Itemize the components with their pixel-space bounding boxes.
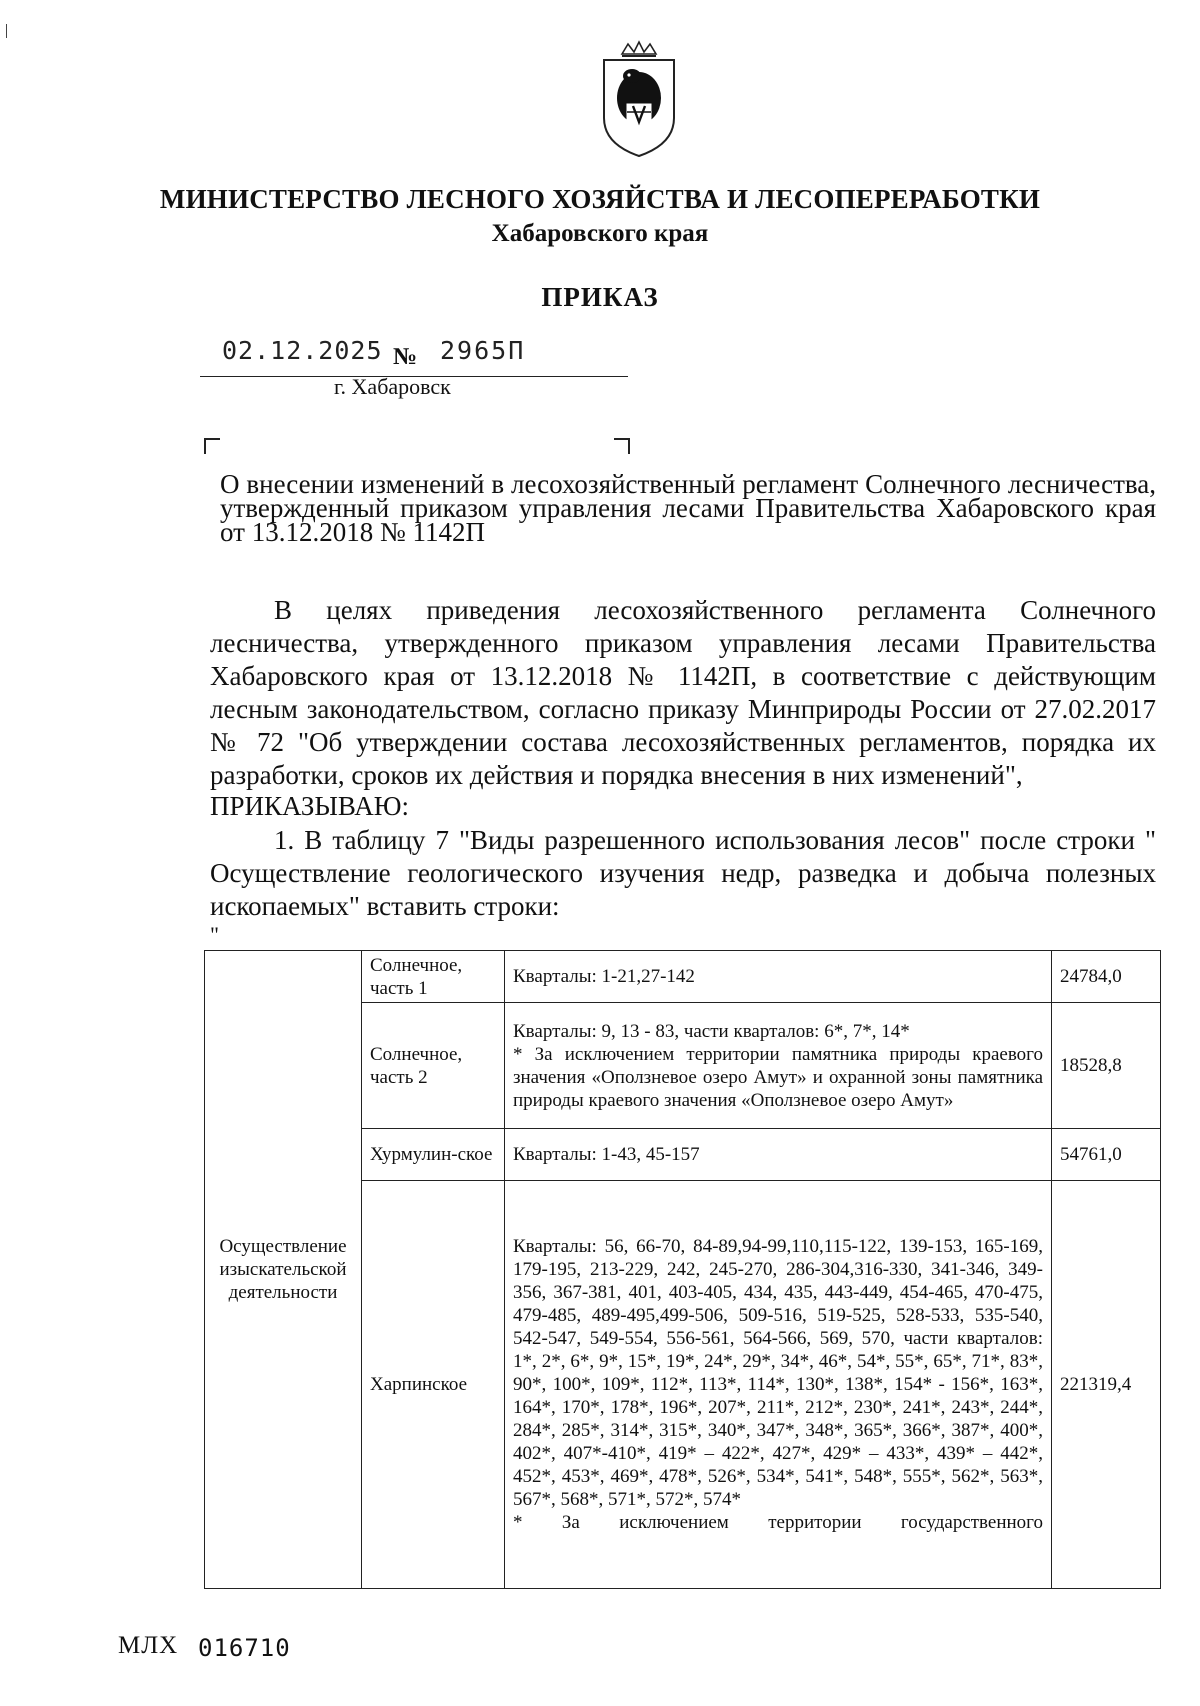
forest-use-table <box>204 950 1161 1589</box>
subject-corner-left <box>204 438 220 454</box>
forestry-part-cell: Харпинское <box>362 1181 505 1589</box>
ministry-region: Хабаровского края <box>491 220 709 247</box>
order-word: ПРИКАЗЫВАЮ: <box>210 791 409 821</box>
quarters-cell: Кварталы: 1-21,27-142 <box>505 951 1052 1003</box>
document-type: ПРИКАЗ <box>541 282 659 312</box>
coat-of-arms-emblem <box>598 40 680 160</box>
city-label: г. Хабаровск <box>334 374 451 399</box>
item-1-paragraph: 1. В таблицу 7 "Виды разрешенного использования лесов" после строки " Осуществление геологического изучения недр, разведка и добыча полезных ископаемых" вставить строки: <box>210 825 1156 921</box>
order-subject: О внесении изменений в лесохозяйственный регламент Солнечного лесничества, утвержденный приказом управления лесами Правительства Хабаровского края от 13.12.2018 № 1142П <box>220 469 1156 547</box>
subject-corner-right <box>614 438 630 454</box>
area-cell: 18528,8 <box>1052 1003 1161 1129</box>
quarters-note: * За исключением территории государственного <box>513 1512 1043 1533</box>
area-cell: 54761,0 <box>1052 1129 1161 1181</box>
quarters-text: Кварталы: 56, 66-70, 84-89,94-99,110,115-122, 139-153, 165-169, 179-195, 213-229, 242, 245-270, 286-304,316-330, 341-346, 349-356, 367-381, 401, 403-405, 434, 435, 443-449, 454-465, 470-475, 479-485, 489-495,499-506, 509-516, 519-525, 528-533, 535-540, 542-547, 549-554, 556-561, 564-566, 569, 570, части кварталов: 1*, 2*, 6*, 9*, 15*, 19*, 24*, 29*, 34*, 46*, 54*, 55*, 65*, 71*, 83*, 90*, 100*, 109*, 112*, 113*, 114*, 130*, 138*, 154* - 156*, 163*, 164*, 170*, 178*, 196*, 207*, 211*, 212*, 230*, 241*, 243*, 244*, 284*, 285*, 314*, 315*, 340*, 347*, 348*, 365*, 366*, 387*, 400*, 402*, 407*-410*, 419* – 422*, 427*, 429* – 433*, 439* – 442*, 452*, 453*, 469*, 478*, 526*, 534*, 541*, 548*, 555*, 562*, 563*, 567*, 568*, 571*, 572*, 574* <box>513 1236 1043 1510</box>
quarters-cell: Кварталы: 1-43, 45-157 <box>505 1129 1052 1181</box>
table-row <box>205 951 1161 1003</box>
forestry-part-cell: Солнечное, часть 2 <box>362 1003 505 1129</box>
order-number: 2965П <box>440 336 526 365</box>
area-cell: 221319,4 <box>1052 1181 1161 1589</box>
forestry-part-cell: Солнечное, часть 1 <box>362 951 505 1003</box>
form-series: МЛХ <box>118 1632 179 1659</box>
area-cell: 24784,0 <box>1052 951 1161 1003</box>
scan-mark <box>6 24 7 38</box>
opening-quote: " <box>210 922 219 947</box>
preamble-paragraph: В целях приведения лесохозяйственного регламента Солнечного лесничества, утвержденного приказом управления лесами Правительства Хабаровского края от 13.12.2018 № 1142П, в соответствие с действующим лесным законодательством, согласно приказу Минприроды России от 27.02.2017 № 72 "Об утверждении состава лесохозяйственных регламентов, порядка их разработки, сроков их действия и порядка внесения в них изменений", <box>210 595 1156 790</box>
quarters-text: Кварталы: 9, 13 - 83, части кварталов: 6*, 7*, 14* <box>513 1020 910 1042</box>
quarters-note: * За исключением территории памятника природы краевого значения «Оползневое озеро Амут» и охранной зоны памятника природы краевого значения «Оползневое озеро Амут» <box>513 1043 1043 1111</box>
form-serial-number: 016710 <box>198 1634 291 1662</box>
quarters-cell <box>505 1003 1052 1129</box>
quarters-cell <box>505 1181 1052 1589</box>
order-date: 02.12.2025 <box>222 336 383 365</box>
number-sign: № <box>393 344 418 370</box>
use-type-cell: Осуществление изыскательской деятельности <box>205 951 362 1589</box>
forestry-part-cell: Хурмулин-ское <box>362 1129 505 1181</box>
ministry-title: МИНИСТЕРСТВО ЛЕСНОГО ХОЗЯЙСТВА И ЛЕСОПЕРЕРАБОТКИ <box>159 184 1041 214</box>
